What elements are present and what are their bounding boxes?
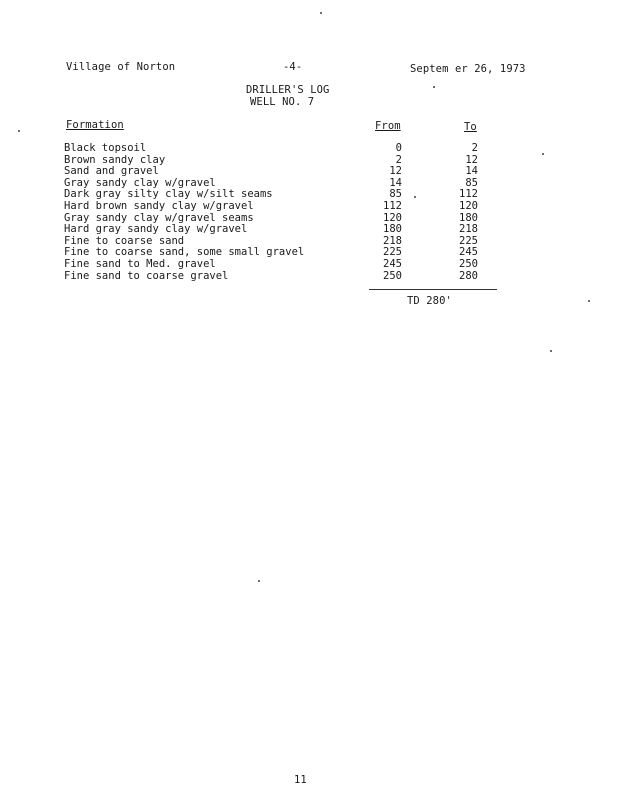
formation-cell: Gray sandy clay w/gravel seams [64,211,254,224]
well-number: WELL NO. 7 [250,96,315,108]
to-cell: 112 [459,188,478,201]
from-cell: 120 [383,211,402,224]
total-divider [369,289,497,290]
to-cell: 2 [471,142,478,154]
formation-cell: Brown sandy clay [64,153,166,166]
scan-speck [433,86,435,88]
table-row [64,177,494,189]
table-row [64,270,494,282]
header-village: Village of Norton [66,61,176,73]
formation-cell: Fine to coarse sand [64,234,185,247]
from-cell: 225 [383,246,402,259]
table-row [64,142,494,154]
from-cell: 12 [389,165,402,178]
formation-cell: Dark gray silty clay w/silt seams [64,188,273,201]
formation-cell: Fine sand to coarse gravel [64,269,229,282]
table-row [64,212,494,224]
from-cell: 0 [395,142,402,154]
formation-cell: Fine to coarse sand, some small gravel [64,246,305,259]
page-number: 11 [294,774,307,786]
from-cell: 218 [383,234,402,247]
table-row [64,246,494,258]
to-cell: 245 [459,246,478,259]
from-cell: 245 [383,257,402,270]
to-cell: 225 [459,234,478,247]
from-cell: 250 [383,269,402,282]
scan-speck [320,12,322,14]
scan-speck [588,300,590,302]
scan-speck [414,196,416,198]
header-date: Septem er 26, 1973 [410,63,526,75]
header-page-marker: -4- [283,61,303,73]
column-header-from: From [375,120,401,132]
table-row [64,235,494,247]
formation-cell: Hard gray sandy clay w/gravel [64,223,248,236]
scan-speck [18,130,20,132]
formation-cell: Gray sandy clay w/gravel [64,176,216,189]
formation-cell: Hard brown sandy clay w/gravel [64,199,254,212]
from-cell: 85 [389,188,402,201]
to-cell: 280 [459,269,478,282]
from-cell: 112 [383,199,402,212]
to-cell: 180 [459,211,478,224]
from-cell: 180 [383,223,402,236]
scan-speck [550,350,552,352]
formation-cell: Sand and gravel [64,165,159,178]
to-cell: 218 [459,223,478,236]
column-header-to: To [464,121,477,133]
scan-speck [542,153,544,155]
column-header-formation: Formation [66,119,124,131]
table-row [64,258,494,270]
formation-cell: Fine sand to Med. gravel [64,257,216,270]
formation-cell: Black topsoil [64,142,147,154]
table-row [64,165,494,177]
to-cell: 12 [465,153,478,166]
table-row [64,188,494,200]
from-cell: 14 [389,176,402,189]
to-cell: 14 [465,165,478,178]
to-cell: 120 [459,199,478,212]
table-row [64,154,494,166]
table-row [64,223,494,235]
log-title: DRILLER'S LOG [246,84,330,96]
total-depth: TD 280' [407,295,452,307]
to-cell: 85 [465,176,478,189]
table-row [64,200,494,212]
log-table [64,142,494,281]
scan-speck [258,580,260,582]
to-cell: 250 [459,257,478,270]
from-cell: 2 [395,153,402,166]
